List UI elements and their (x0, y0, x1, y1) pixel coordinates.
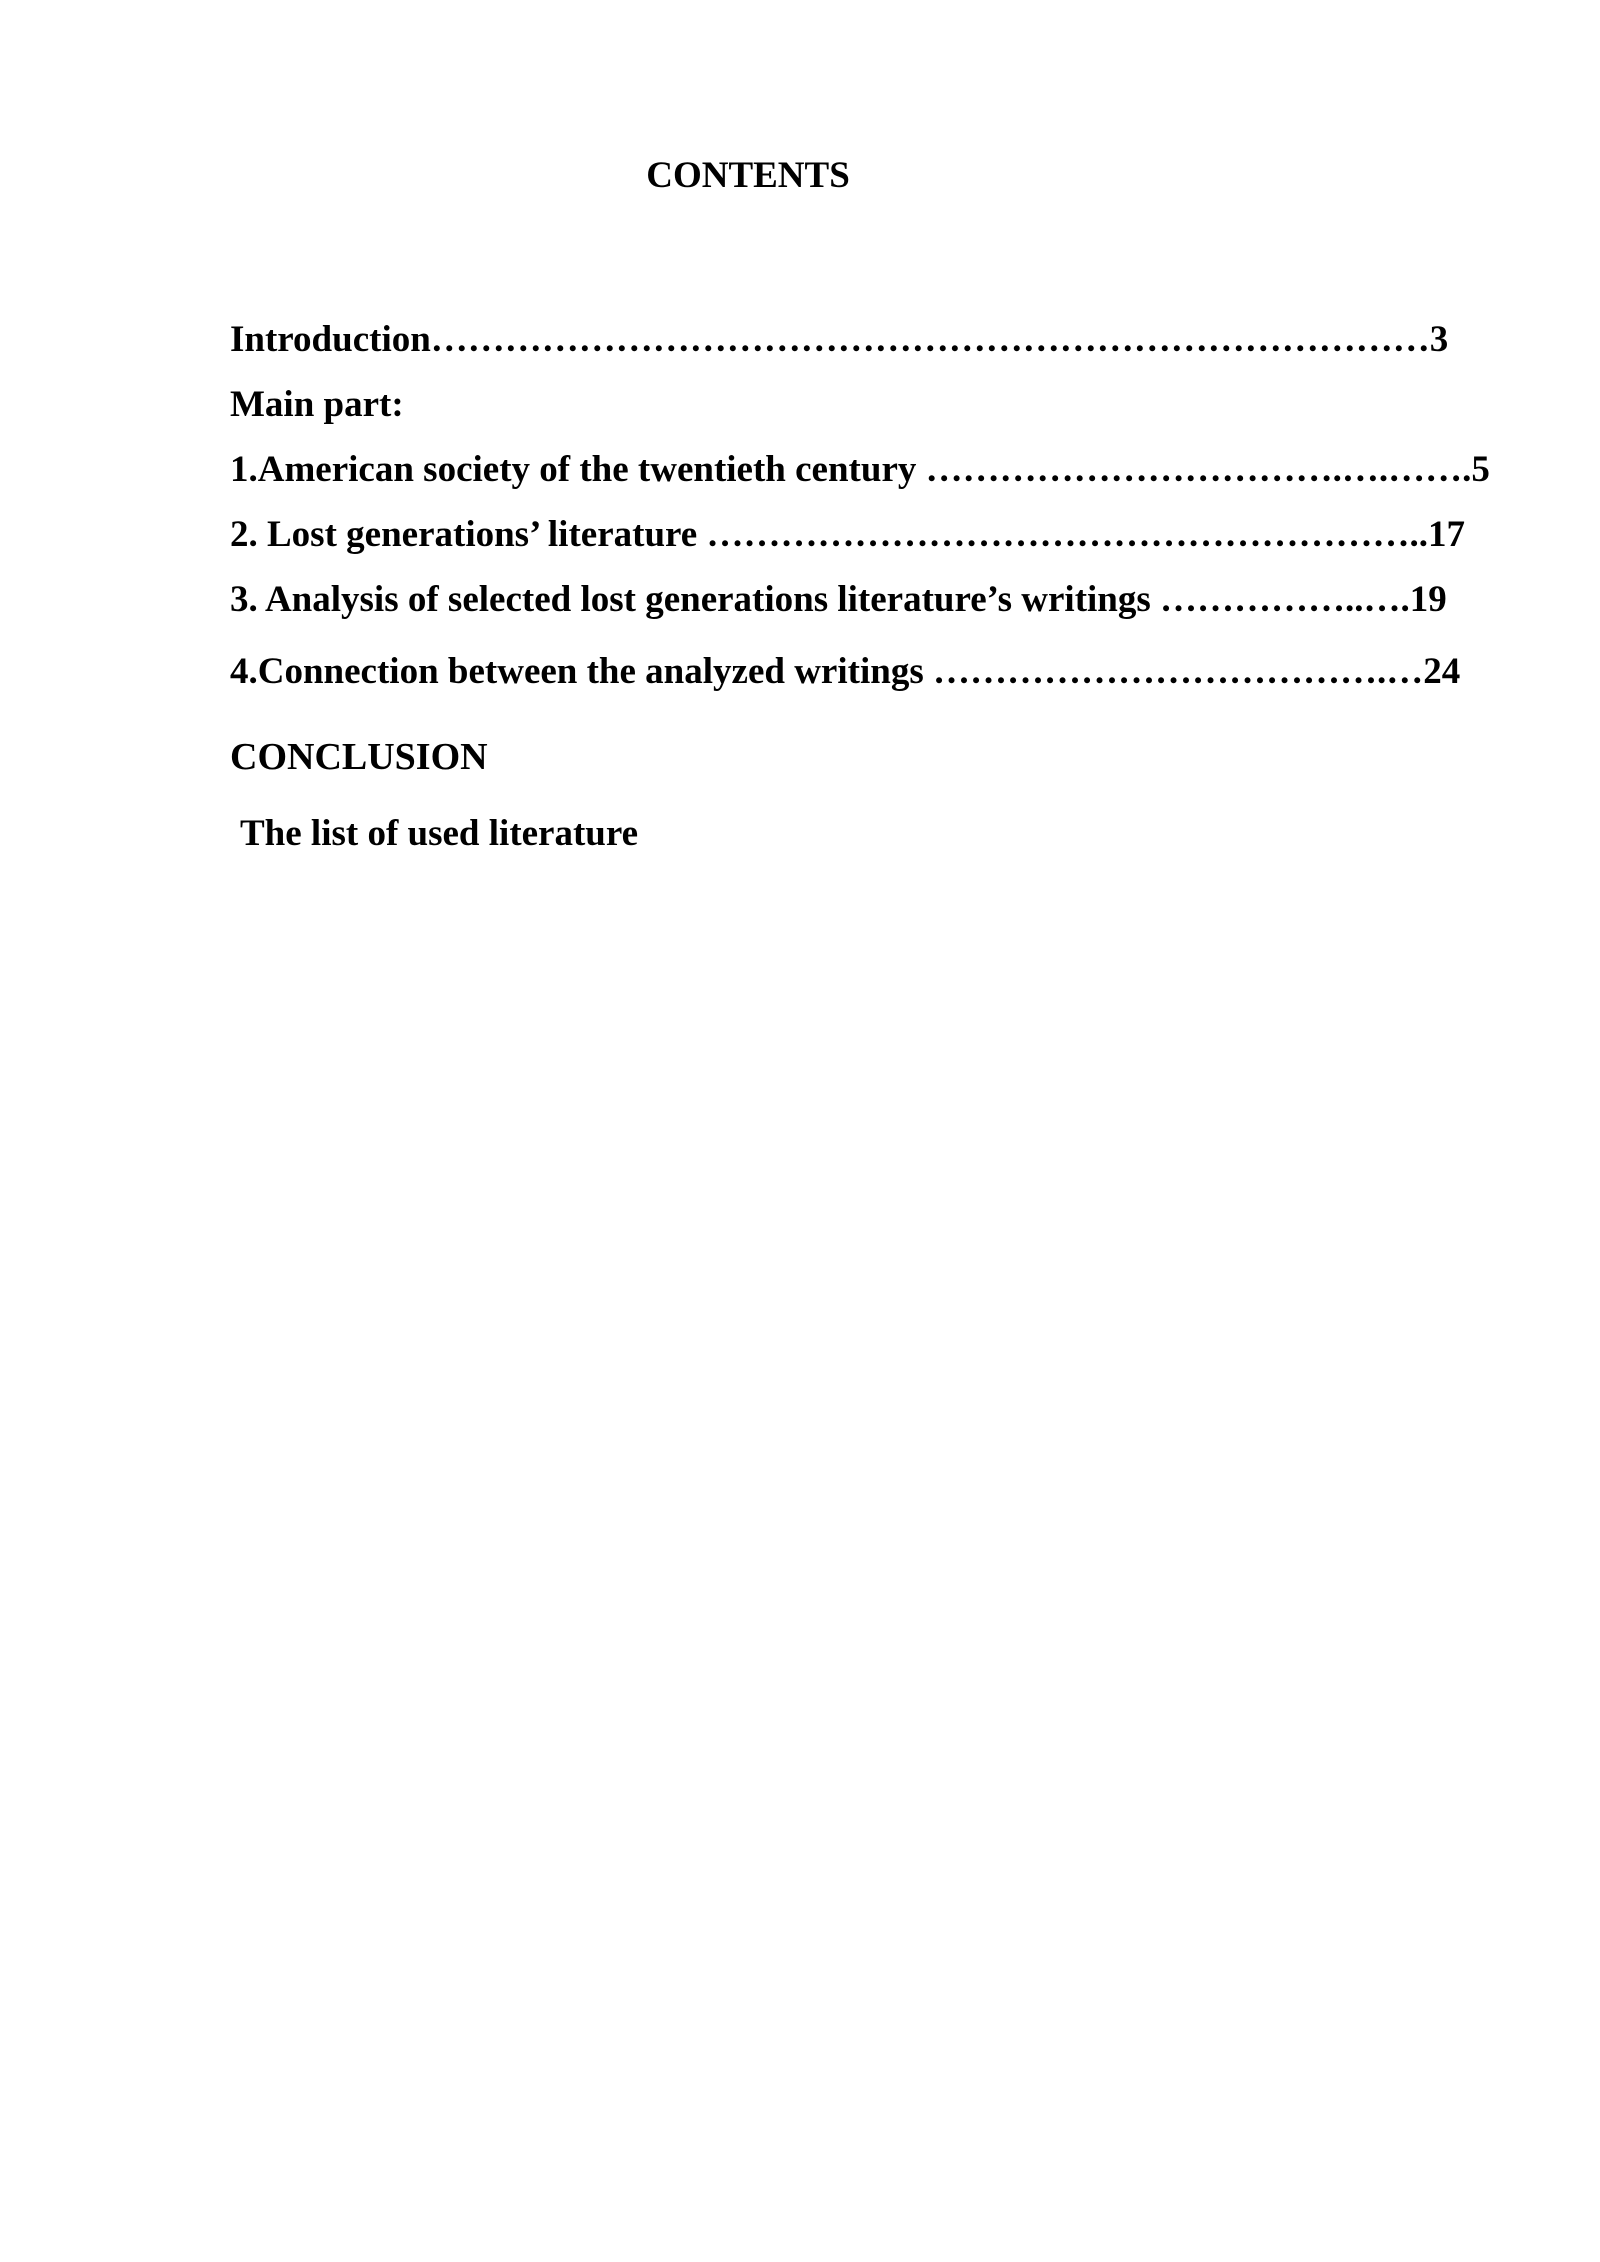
toc-entry-introduction: Introduction………………………………………………………………………3 (230, 319, 1449, 360)
toc-entry-main-part: Main part: (230, 384, 404, 425)
toc-entry-literature-list: The list of used literature (240, 813, 639, 854)
toc-entry-american-society: 1.American society of the twentieth century …………………………….….…….5 (230, 449, 1490, 490)
toc-entry-conclusion: CONCLUSION (230, 736, 488, 778)
toc-entry-lost-generations-literature: 2. Lost generations’ literature …………………………………………………..17 (230, 514, 1465, 555)
toc-entry-analysis: 3. Analysis of selected lost generations literature’s writings ……………..….19 (230, 579, 1447, 620)
toc-entry-connection: 4.Connection between the analyzed writings ……………………………….…24 (230, 651, 1461, 692)
page-title: CONTENTS (646, 155, 850, 196)
